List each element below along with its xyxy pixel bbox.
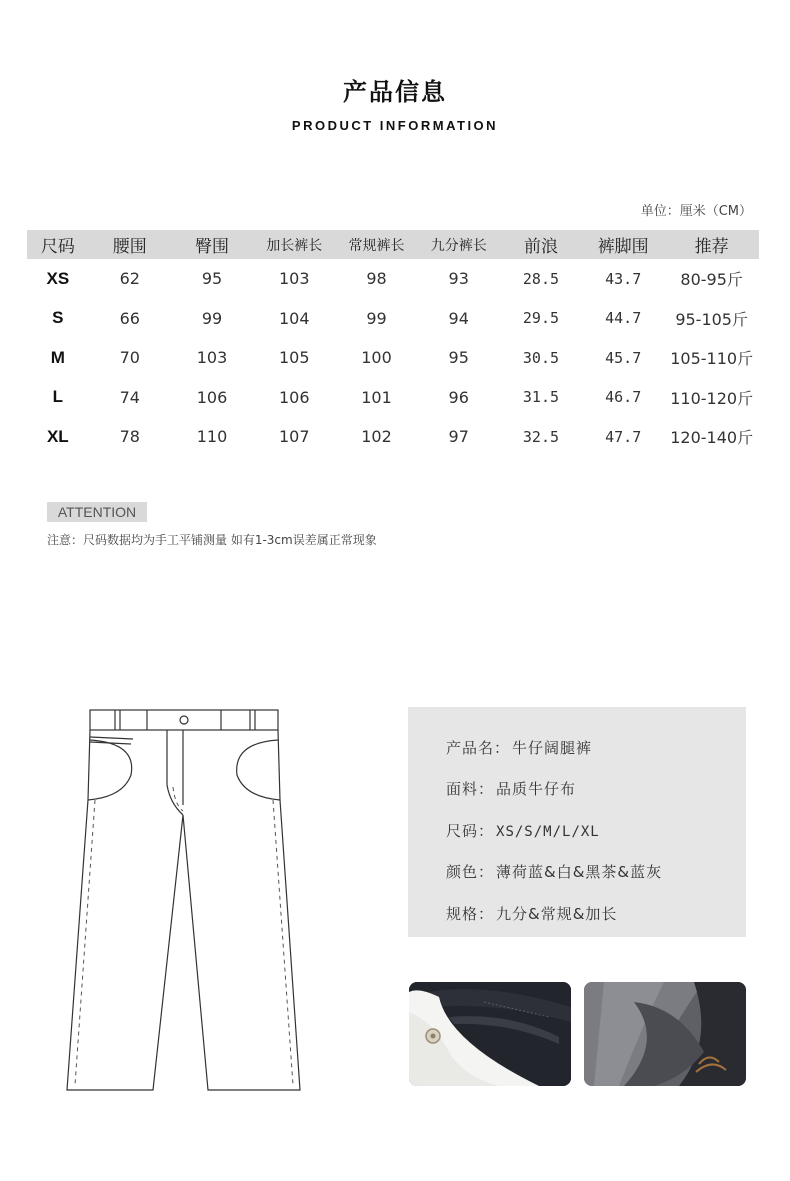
product-name-label: 产品名：	[446, 739, 511, 757]
fabric-photo-black-white	[409, 982, 571, 1086]
waist-cell: 70	[119, 348, 140, 368]
regular-length-cell: 100	[361, 348, 392, 368]
fabric-row	[446, 778, 576, 799]
regular-length-cell: 99	[366, 308, 387, 328]
hip-cell: 106	[196, 387, 228, 407]
cropped-length-cell: 96	[448, 387, 469, 407]
spec-label: 规格：	[446, 905, 495, 923]
long-length-cell: 105	[278, 348, 310, 368]
front-rise-cell: 28.5	[522, 269, 560, 288]
cropped-length-cell: 94	[448, 308, 469, 328]
regular-length-cell: 102	[361, 427, 392, 447]
col-header-long-length: 加长裤长	[253, 230, 335, 259]
color-value: 薄荷蓝&白&黑茶&蓝灰	[496, 863, 663, 881]
size-row	[446, 820, 600, 841]
trousers-sketch-illustration	[55, 705, 320, 1095]
fabric-value: 品质牛仔布	[496, 780, 577, 798]
size-value: XS/S/M/L/XL	[496, 824, 600, 840]
long-length-cell: 103	[278, 269, 310, 289]
measurement-note: 注意：尺码数据均为手工平铺测量 如有1-3cm误差属正常现象	[47, 533, 377, 547]
recommend-cell: 95-105斤	[675, 309, 748, 329]
cropped-length-cell: 97	[448, 427, 469, 447]
front-rise-cell: 31.5	[522, 388, 560, 407]
col-header-recommend: 推荐	[664, 230, 759, 259]
spec-row	[446, 903, 617, 924]
recommend-cell: 105-110斤	[670, 349, 754, 369]
hip-cell: 103	[196, 348, 228, 368]
leg-opening-cell: 43.7	[605, 269, 642, 288]
size-cell: M	[50, 347, 65, 367]
waist-cell: 74	[119, 387, 140, 407]
product-name-value: 牛仔阔腿裤	[512, 739, 593, 757]
waist-cell: 66	[119, 308, 140, 328]
attention-badge: ATTENTION	[47, 502, 147, 522]
col-header-waist: 腰围	[89, 230, 171, 259]
cropped-length-cell: 93	[448, 269, 469, 289]
size-table	[27, 230, 759, 457]
front-rise-cell: 32.5	[522, 427, 560, 446]
unit-label: 单位：厘米（CM）	[640, 204, 752, 219]
hip-cell: 95	[201, 269, 223, 289]
waist-cell: 62	[119, 269, 140, 289]
col-header-hip: 臀围	[171, 230, 253, 259]
long-length-cell: 106	[278, 387, 310, 407]
fabric-photo-black-white-image	[409, 982, 571, 1086]
recommend-cell: 80-95斤	[680, 270, 743, 290]
table-row	[27, 299, 759, 339]
regular-length-cell: 98	[366, 269, 387, 289]
long-length-cell: 107	[278, 427, 310, 447]
size-cell: XS	[46, 268, 70, 288]
spec-value: 九分&常规&加长	[496, 905, 618, 923]
recommend-cell: 110-120斤	[670, 388, 754, 408]
color-row	[446, 861, 662, 882]
col-header-cropped-length: 九分裤长	[418, 230, 500, 259]
table-row	[27, 417, 759, 457]
fabric-photo-grey-image	[584, 982, 746, 1086]
regular-length-cell: 101	[361, 387, 392, 407]
hip-cell: 110	[196, 427, 228, 447]
front-rise-cell: 29.5	[522, 309, 560, 328]
col-header-size: 尺码	[27, 230, 89, 259]
size-cell: S	[52, 308, 64, 328]
leg-opening-cell: 45.7	[605, 348, 642, 367]
product-name-row	[446, 737, 592, 758]
size-label: 尺码：	[446, 822, 495, 840]
fabric-label: 面料：	[446, 780, 495, 798]
table-row	[27, 338, 759, 378]
col-header-leg-opening: 裤脚围	[582, 230, 664, 259]
page-subtitle: PRODUCT INFORMATION	[291, 118, 499, 133]
hip-cell: 99	[201, 308, 223, 328]
page-title: 产品信息	[343, 78, 447, 106]
table-row	[27, 259, 759, 299]
col-header-front-rise: 前浪	[500, 230, 582, 259]
table-header-row	[27, 230, 759, 259]
col-header-regular-length: 常规裤长	[335, 230, 417, 259]
recommend-cell: 120-140斤	[670, 428, 754, 448]
color-label: 颜色：	[446, 863, 495, 881]
size-cell: L	[52, 387, 64, 407]
table-row	[27, 378, 759, 418]
leg-opening-cell: 44.7	[605, 309, 642, 328]
leg-opening-cell: 46.7	[605, 388, 642, 407]
waist-cell: 78	[119, 427, 140, 447]
fabric-photo-grey	[584, 982, 746, 1086]
cropped-length-cell: 95	[448, 348, 469, 368]
front-rise-cell: 30.5	[522, 348, 560, 367]
size-cell: XL	[46, 426, 69, 446]
product-info-panel	[408, 707, 746, 937]
long-length-cell: 104	[278, 308, 310, 328]
leg-opening-cell: 47.7	[605, 427, 642, 446]
